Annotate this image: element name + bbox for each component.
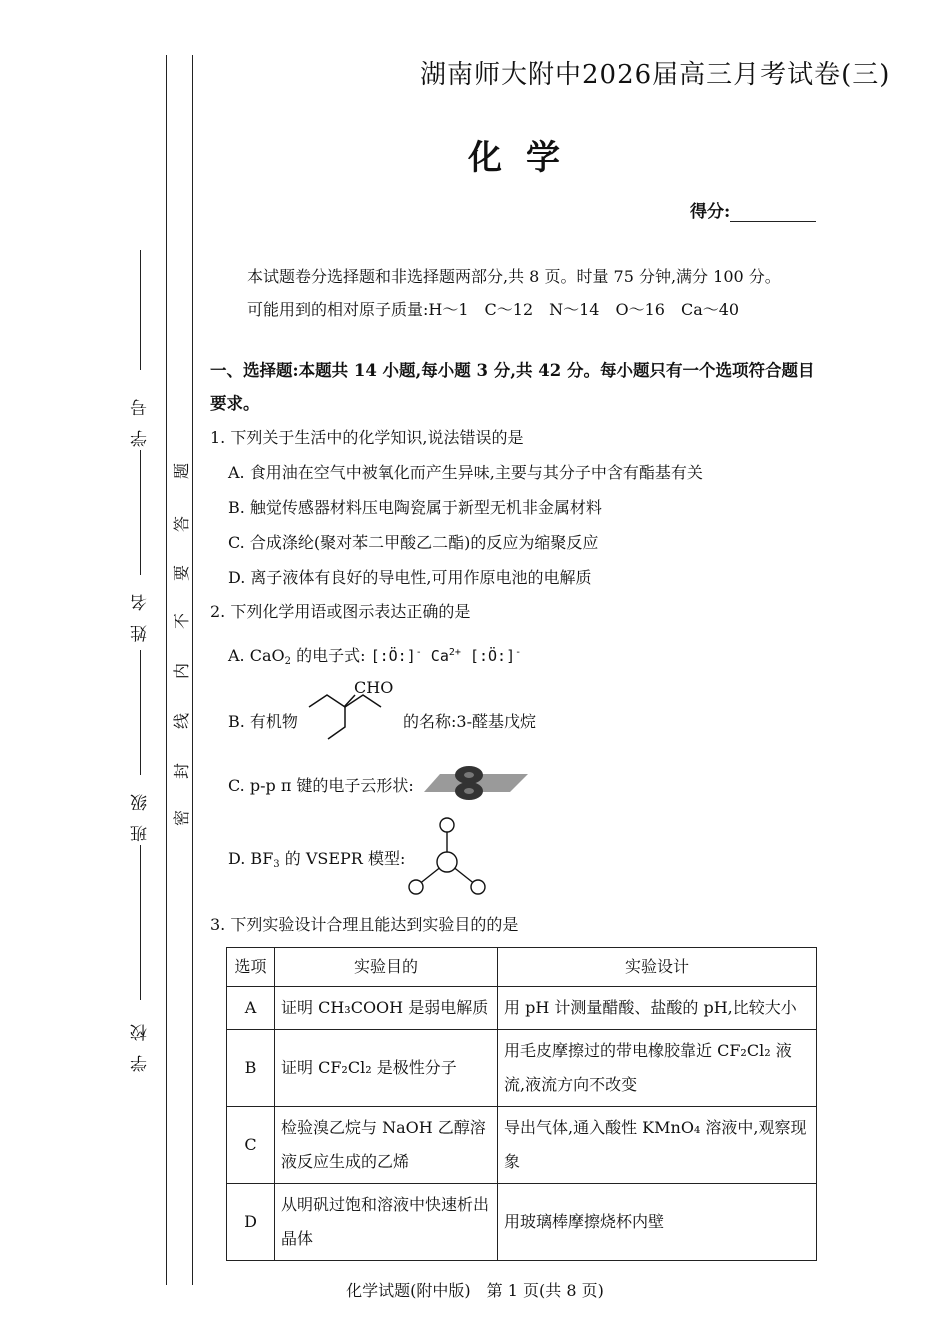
q3-stem: 3. 下列实验设计合理且能达到实验目的的是 bbox=[210, 915, 519, 934]
header-design: 实验设计 bbox=[498, 948, 817, 987]
section-title: 一、选择题:本题共 14 小题,每小题 3 分,共 42 分。每小题只有一个选项符合题目要求。 bbox=[210, 361, 815, 413]
q2-option-d: D. $BF_3$ 的 VSEPR 模型: bbox=[228, 849, 406, 870]
row-goal: 证明 CF₂Cl₂ 是极性分子 bbox=[275, 1030, 498, 1107]
seal-char: 密 bbox=[171, 809, 191, 827]
electron-formula: [:Ö:]- $Ca^{2+}$ [:Ö:]- bbox=[370, 647, 522, 665]
q2-option-a: A. CaO$_2$ 的电子式: [:Ö:]- $Ca^{2+}$ [:Ö:]- bbox=[228, 646, 522, 667]
seal-char: 内 bbox=[171, 662, 191, 680]
row-design: 用玻璃棒摩擦烧杯内壁 bbox=[498, 1184, 817, 1261]
class-blank[interactable] bbox=[140, 650, 141, 775]
score-field[interactable] bbox=[690, 197, 816, 222]
q2-stem: 2. 下列化学用语或图示表达正确的是 bbox=[210, 602, 471, 621]
row-option: C bbox=[227, 1107, 275, 1184]
exam-title: 湖南师大附中2026届高三月考试卷(三) bbox=[420, 60, 891, 90]
q1-option-b: B. 触觉传感器材料压电陶瓷属于新型无机非金属材料 bbox=[228, 498, 602, 517]
q1-option-c: C. 合成涤纶(聚对苯二甲酸乙二酯)的反应为缩聚反应 bbox=[228, 533, 599, 552]
name-blank[interactable] bbox=[140, 450, 141, 575]
experiment-table bbox=[226, 947, 817, 1261]
table-row bbox=[227, 987, 817, 1030]
row-option: D bbox=[227, 1184, 275, 1261]
binding-line-right bbox=[192, 55, 193, 1285]
intro-line-1: 本试题卷分选择题和非选择题两部分,共 8 页。时量 75 分钟,满分 100 分。 bbox=[247, 267, 781, 286]
seal-char: 封 bbox=[171, 762, 191, 780]
q1-option-d: D. 离子液体有良好的导电性,可用作原电池的电解质 bbox=[228, 568, 592, 587]
row-option: B bbox=[227, 1030, 275, 1107]
page-footer: 化学试题(附中版) 第 1 页(共 8 页) bbox=[346, 1281, 604, 1300]
school-blank[interactable] bbox=[140, 845, 141, 1000]
subject-title: 化学 bbox=[468, 138, 584, 178]
score-label: 得分: bbox=[690, 202, 731, 222]
header-option: 选项 bbox=[227, 948, 275, 987]
q1-stem: 1. 下列关于生活中的化学知识,说法错误的是 bbox=[210, 428, 524, 447]
intro-line-2: 可能用到的相对原子质量:H～1 C～12 N～14 O～16 Ca～40 bbox=[247, 300, 740, 319]
student-id-blank[interactable] bbox=[140, 250, 141, 370]
q1-option-a: A. 食用油在空气中被氧化而产生异味,主要与其分子中含有酯基有关 bbox=[228, 463, 703, 482]
cho-group-label: CHO bbox=[354, 678, 394, 697]
bf3-trigonal-planar-model bbox=[400, 815, 495, 897]
seal-char: 答 bbox=[171, 515, 191, 533]
row-design: 导出气体,通入酸性 KMnO₄ 溶液中,观察现象 bbox=[498, 1107, 817, 1184]
table-row bbox=[227, 1107, 817, 1184]
table-row bbox=[227, 1184, 817, 1261]
row-design: 用 pH 计测量醋酸、盐酸的 pH,比较大小 bbox=[498, 987, 817, 1030]
q2-option-b-name: 的名称:3-醛基戊烷 bbox=[403, 712, 536, 731]
school-label: 学校 bbox=[130, 1010, 151, 1072]
seal-char: 线 bbox=[171, 712, 191, 730]
row-goal: 从明矾过饱和溶液中快速析出晶体 bbox=[275, 1184, 498, 1261]
seal-char: 题 bbox=[171, 462, 191, 480]
seal-char: 不 bbox=[171, 612, 191, 630]
row-goal: 检验溴乙烷与 NaOH 乙醇溶液反应生成的乙烯 bbox=[275, 1107, 498, 1184]
p-p-pi-bond-orbital-icon bbox=[422, 762, 530, 804]
row-design: 用毛皮摩擦过的带电橡胶靠近 CF₂Cl₂ 液流,液流方向不改变 bbox=[498, 1030, 817, 1107]
row-goal: 证明 CH₃COOH 是弱电解质 bbox=[275, 987, 498, 1030]
class-label: 班级 bbox=[130, 780, 151, 842]
table-header-row bbox=[227, 948, 817, 987]
student-id-label: 学号 bbox=[130, 385, 151, 447]
seal-char: 要 bbox=[171, 564, 191, 582]
header-goal: 实验目的 bbox=[275, 948, 498, 987]
q2-option-b-prefix: B. 有机物 bbox=[228, 712, 298, 731]
score-blank[interactable] bbox=[730, 207, 816, 222]
binding-line-left bbox=[166, 55, 167, 1285]
table-row bbox=[227, 1030, 817, 1107]
row-option: A bbox=[227, 987, 275, 1030]
name-label: 姓名 bbox=[130, 580, 151, 642]
q2-option-c: C. p-p π 键的电子云形状: bbox=[228, 776, 414, 795]
